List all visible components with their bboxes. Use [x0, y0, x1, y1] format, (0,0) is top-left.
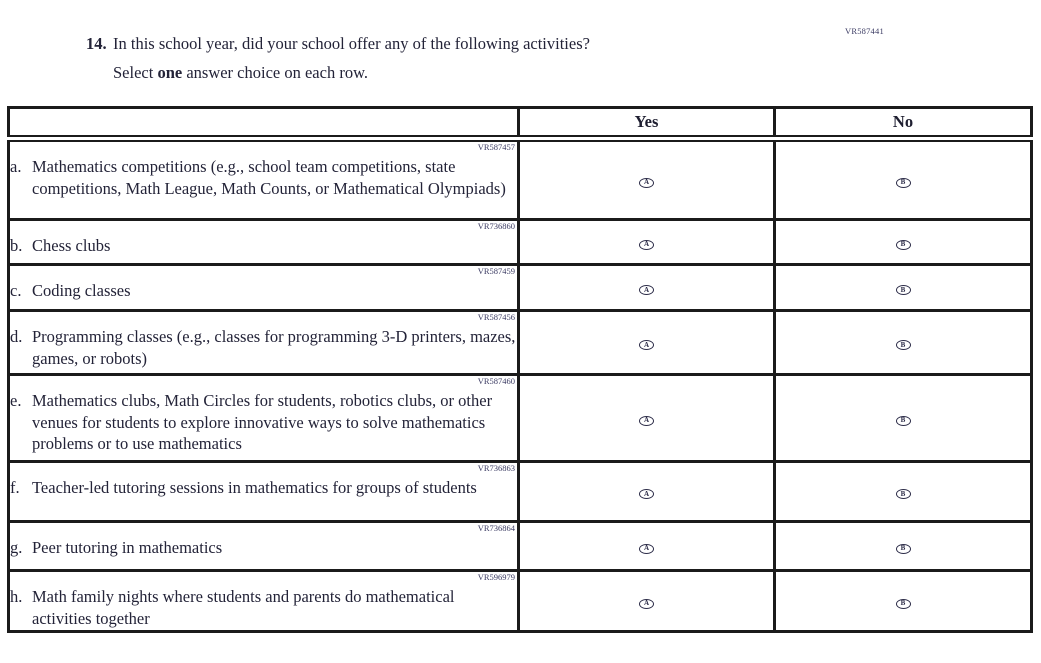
- table-row: [9, 220, 1032, 265]
- row-letter: h.: [10, 587, 23, 606]
- yes-answer-bubble[interactable]: A: [639, 489, 654, 499]
- activities-table-body: [9, 139, 1032, 632]
- row-letter: c.: [10, 281, 22, 300]
- header-no: No: [775, 108, 1032, 139]
- table-row: [9, 265, 1032, 311]
- header-yes: Yes: [519, 108, 775, 139]
- yes-cell: [519, 139, 775, 220]
- row-letter: b.: [10, 236, 23, 255]
- row-vr-code: VR736863: [477, 463, 515, 473]
- no-answer-bubble[interactable]: B: [896, 489, 911, 499]
- yes-answer-bubble[interactable]: A: [639, 416, 654, 426]
- row-vr-code: VR736860: [477, 221, 515, 231]
- instruction-suffix: answer choice on each row.: [182, 63, 369, 82]
- no-answer-bubble[interactable]: B: [896, 285, 911, 295]
- yes-answer-bubble[interactable]: A: [639, 544, 654, 554]
- no-answer-bubble[interactable]: B: [896, 340, 911, 350]
- yes-answer-bubble[interactable]: A: [639, 340, 654, 350]
- row-letter: a.: [10, 157, 22, 176]
- row-vr-code: VR596979: [477, 572, 515, 582]
- no-answer-bubble[interactable]: B: [896, 240, 911, 250]
- table-row: [9, 375, 1032, 462]
- no-answer-bubble[interactable]: B: [896, 416, 911, 426]
- activity-label: d. Programming classes (e.g., classes for programming 3-D printers, mazes, games, or robots): [10, 327, 516, 368]
- yes-answer-bubble[interactable]: A: [639, 599, 654, 609]
- row-vr-code: VR587457: [477, 142, 515, 152]
- question-block: [86, 33, 786, 83]
- yes-cell: [519, 220, 775, 265]
- question-line: [86, 33, 786, 54]
- table-row: [9, 571, 1032, 632]
- activity-cell: [9, 311, 519, 375]
- yes-cell: [519, 375, 775, 462]
- no-cell: [775, 139, 1032, 220]
- yes-cell: [519, 265, 775, 311]
- activity-label: f. Teacher-led tutoring sessions in mathematics for groups of students: [10, 478, 477, 497]
- row-letter: f.: [10, 478, 20, 497]
- activity-label: a. Mathematics competitions (e.g., school team competitions, state competitions, Math League, Math Counts, or Mathematical Olympiads): [10, 157, 506, 198]
- no-answer-bubble[interactable]: B: [896, 178, 911, 188]
- row-letter: e.: [10, 391, 22, 410]
- no-cell: [775, 375, 1032, 462]
- no-cell: [775, 220, 1032, 265]
- question-number: 14.: [86, 34, 107, 53]
- activity-label: e. Mathematics clubs, Math Circles for students, robotics clubs, or other venues for students to explore innovative ways to solve mathematics problems or to use mathematics: [10, 391, 493, 453]
- table-row: [9, 462, 1032, 522]
- instruction-bold-word: one: [157, 63, 183, 82]
- row-vr-code: VR736864: [477, 523, 515, 533]
- activity-label: c. Coding classes: [10, 281, 131, 300]
- no-cell: [775, 265, 1032, 311]
- activity-cell: [9, 522, 519, 571]
- row-letter: d.: [10, 327, 23, 346]
- activity-cell: [9, 139, 519, 220]
- row-vr-code: VR587456: [477, 312, 515, 322]
- instruction-prefix: Select: [113, 63, 158, 82]
- page-vr-code: VR587441: [845, 26, 884, 36]
- no-cell: [775, 571, 1032, 632]
- instruction-line: [86, 62, 786, 83]
- activity-label: h. Math family nights where students and parents do mathematical activities together: [10, 587, 455, 628]
- row-letter: g.: [10, 538, 23, 557]
- activity-cell: [9, 462, 519, 522]
- yes-answer-bubble[interactable]: A: [639, 178, 654, 188]
- activity-cell: [9, 571, 519, 632]
- activity-cell: [9, 220, 519, 265]
- yes-answer-bubble[interactable]: A: [639, 285, 654, 295]
- row-vr-code: VR587460: [477, 376, 515, 386]
- header-empty-cell: [9, 108, 519, 139]
- activities-table: [7, 106, 1033, 633]
- activities-table-wrap: [7, 106, 1030, 633]
- yes-answer-bubble[interactable]: A: [639, 240, 654, 250]
- question-text: In this school year, did your school offer any of the following activities?: [113, 34, 590, 53]
- no-cell: [775, 522, 1032, 571]
- no-cell: [775, 311, 1032, 375]
- no-cell: [775, 462, 1032, 522]
- table-row: [9, 311, 1032, 375]
- table-row: [9, 522, 1032, 571]
- no-answer-bubble[interactable]: B: [896, 599, 911, 609]
- activity-label: b. Chess clubs: [10, 236, 111, 255]
- yes-cell: [519, 522, 775, 571]
- yes-cell: [519, 311, 775, 375]
- header-row: [9, 108, 1032, 139]
- yes-cell: [519, 571, 775, 632]
- yes-cell: [519, 462, 775, 522]
- no-answer-bubble[interactable]: B: [896, 544, 911, 554]
- activity-cell: [9, 375, 519, 462]
- activity-label: g. Peer tutoring in mathematics: [10, 538, 223, 557]
- row-vr-code: VR587459: [477, 266, 515, 276]
- activity-cell: [9, 265, 519, 311]
- table-row: [9, 139, 1032, 220]
